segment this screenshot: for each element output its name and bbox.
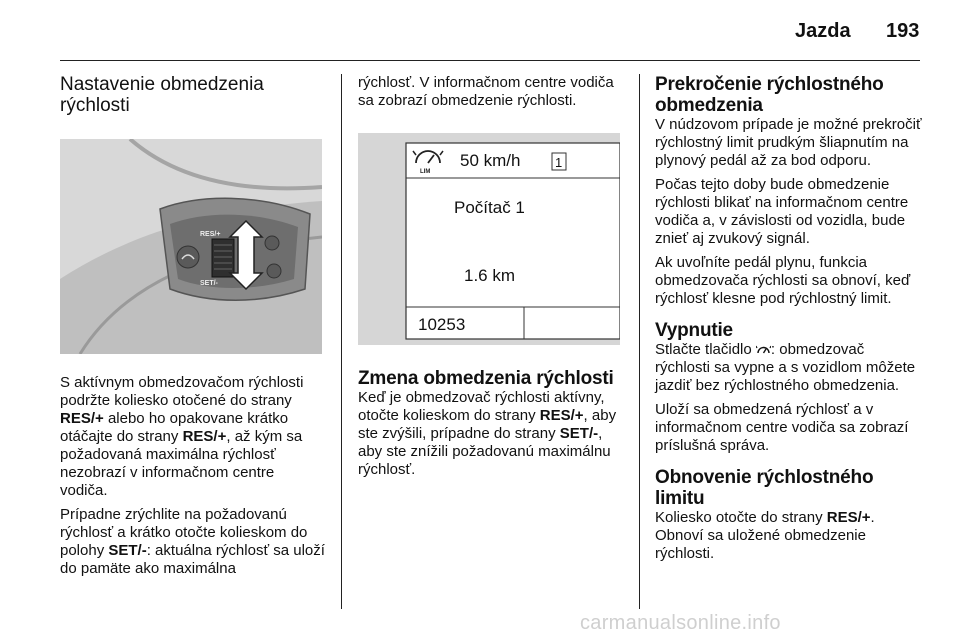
section-heading-deactivation: Vypnutie [655,320,733,341]
display-speed: 50 km/h [460,151,521,170]
paragraph-deactivation-2: Uloží sa obmedzená rýchlosť a v informačnom centre vodiča sa zobrazí príslušná správa. [655,401,909,454]
display-distance: 1.6 km [464,266,516,285]
figure-set-label: SET/- [200,280,218,287]
column-divider-2 [639,74,640,609]
page-number: 193 [886,20,920,42]
figure-res-label: RES/+ [200,231,221,238]
column-1 [60,74,325,584]
driver-info-display-figure [358,133,620,345]
paragraph-set-limit-1: S aktívnym obmedzovačom rýchlosti podržte koliesko otočené do strany RES/+ alebo ho opakovane krátko otáčajte do strany RES/+, až kým sa požadovaná maximálna rýchlosť nezobrazí v informačnom centre vodiča. [60,374,304,499]
speed-limiter-button-icon [756,344,771,355]
column-divider-1 [341,74,342,609]
paragraph-continued: rýchlosť. V informačnom centre vodiča sa zobrazí obmedzenie rýchlosti. [358,74,614,109]
display-page-indicator: 1 [555,155,563,170]
steering-wheel-control-figure [60,139,322,354]
header-divider [60,60,920,61]
paragraph-deactivation: Stlačte tlačidlo : obmedzovač rýchlosti sa vypne a s vozidlom môžete jazdiť bez rýchlostného obmedzenia. [655,341,916,394]
footer-watermark: carmanualsonline.info [580,612,781,634]
paragraph-exceed-3: Ak uvoľníte pedál plynu, funkcia obmedzovača rýchlosti sa obnoví, keď rýchlosť klesne pod rýchlostný limit. [655,254,911,307]
limiter-label: LIM [420,169,431,175]
section-heading-set-limit: Nastavenie obmedzenia rýchlosti [60,74,264,116]
display-title: Počítač 1 [454,198,525,217]
column-2 [358,74,624,485]
display-odometer: 10253 [418,315,466,334]
section-title: Jazda [795,20,851,42]
paragraph-exceed-1: V núdzovom prípade je možné prekročiť rýchlostný limit prudkým šliapnutím na plynový pedál až za bod odporu. [655,116,922,169]
section-heading-change-limit: Zmena obmedzenia rýchlosti [358,368,614,389]
section-heading-exceed-limit: Prekročenie rýchlostného obmedzenia [655,74,884,116]
section-heading-resume-limit: Obnovenie rýchlostného limitu [655,467,874,509]
paragraph-set-limit-2: Prípadne zrýchlite na požadovanú rýchlosť a krátko otočte kolieskom do polohy SET/-: aktuálna rýchlosť sa uloží do pamäte ako maximálna [60,506,325,577]
paragraph-change-limit: Keď je obmedzovač rýchlosti aktívny, otočte kolieskom do strany RES/+, aby ste zvýšili, prípadne do strany SET/-, aby ste znížili požadovanú maximálnu rýchlosť. [358,389,617,478]
paragraph-resume: Koliesko otočte do strany RES/+. Obnoví sa uložené obmedzenie rýchlosti. [655,509,875,562]
column-3 [655,74,923,569]
paragraph-exceed-2: Počas tejto doby bude obmedzenie rýchlosti blikať na informačnom centre vodiča a, v závislosti od vozidla, bude znieť aj zvukový signál. [655,176,909,247]
